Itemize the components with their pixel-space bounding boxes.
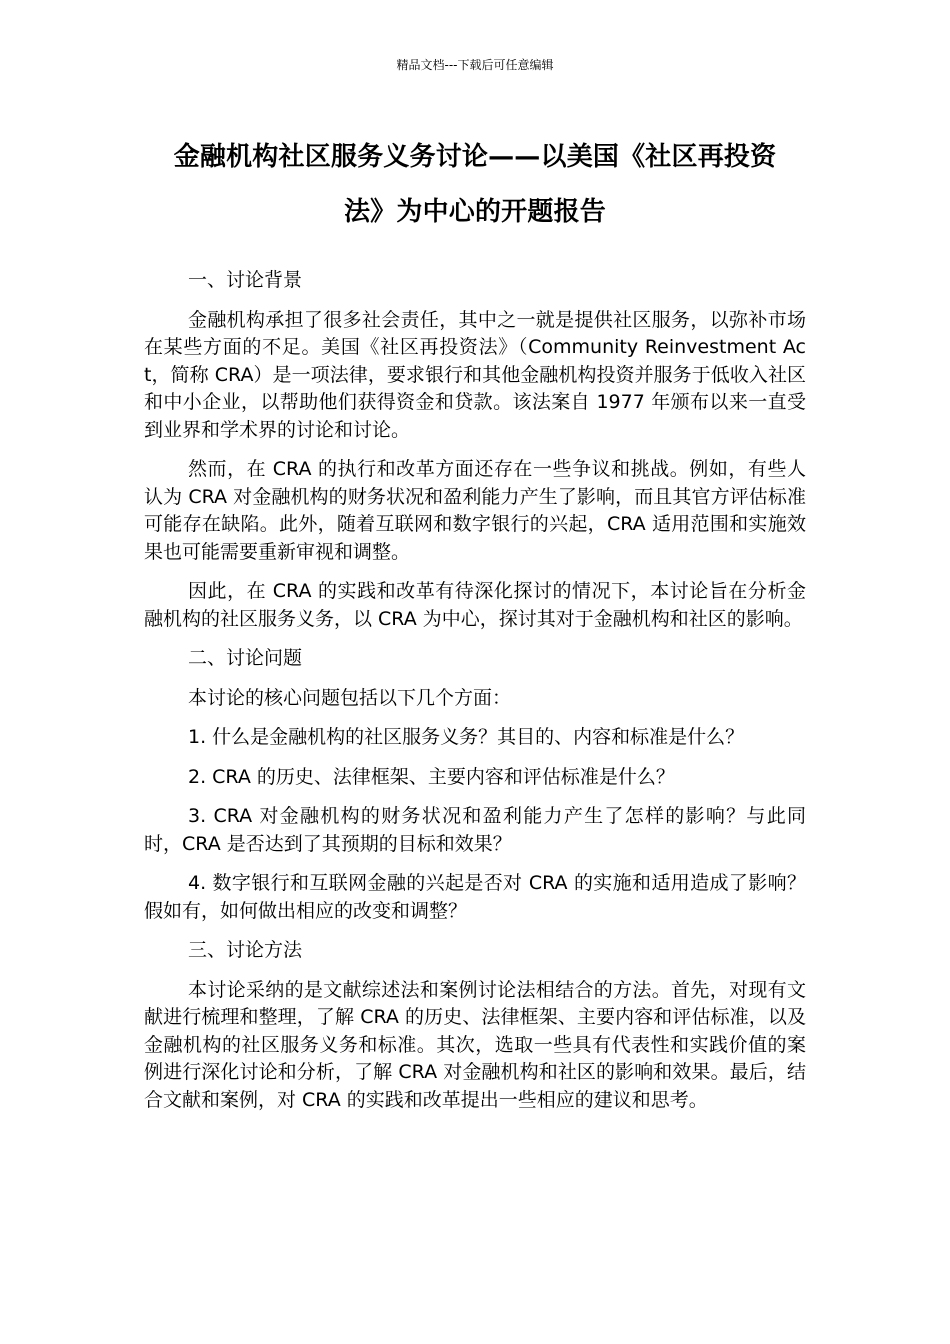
question-item: 2. CRA 的历史、法律框架、主要内容和评估标准是什么？	[188, 765, 675, 788]
question-item: 1. 什么是金融机构的社区服务义务？其目的、内容和标准是什么？	[188, 726, 745, 748]
paragraph: 金融机构承担了很多社会责任，其中之一就是提供社区服务，以弥补市场在某些方面的不足。美国《社区再投资法》（Community Reinvestment Act，简称 CRA）是一项法律，要求银行和其他金融机构投资并服务于低收入社区和中小企业，以帮助他们获得资金和贷款。该法案自 1977 年颁布以来一直受到业界和学术界的讨论和讨论。	[144, 308, 806, 441]
paragraph: 本讨论的核心问题包括以下几个方面：	[188, 686, 512, 709]
section-heading-methods: 三、讨论方法	[188, 939, 303, 961]
paragraph: 因此，在 CRA 的实践和改革有待深化探讨的情况下，本讨论旨在分析金融机构的社区服务义务，以 CRA 为中心，探讨其对于金融机构和社区的影响。	[144, 580, 806, 630]
question-item: 4. 数字银行和互联网金融的兴起是否对 CRA 的实施和适用造成了影响？假如有，如何做出相应的改变和调整？	[144, 872, 806, 922]
section-heading-questions: 二、讨论问题	[188, 647, 303, 669]
title-line-2: 法》为中心的开题报告	[343, 197, 606, 227]
header-note: 精品文档---下载后可任意编辑	[396, 58, 554, 72]
paragraph: 然而，在 CRA 的执行和改革方面还存在一些争议和挑战。例如，有些人认为 CRA 对金融机构的财务状况和盈利能力产生了影响，而且其官方评估标准可能存在缺陷。此外，随着互联网和数字银行的兴起，CRA 适用范围和实施效果也可能需要重新审视和调整。	[144, 458, 806, 563]
title-line-1: 金融机构社区服务义务讨论——以美国《社区再投资	[173, 142, 777, 172]
section-heading-background: 一、讨论背景	[188, 269, 303, 291]
document-title	[144, 130, 806, 240]
document-body	[144, 267, 806, 1126]
question-item: 3. CRA 对金融机构的财务状况和盈利能力产生了怎样的影响？与此同时，CRA 是否达到了其预期的目标和效果？	[144, 805, 806, 855]
paragraph: 本讨论采纳的是文献综述法和案例讨论法相结合的方法。首先，对现有文献进行梳理和整理，了解 CRA 的历史、法律框架、主要内容和评估标准，以及金融机构的社区服务义务和标准。其次，选取一些具有代表性和实践价值的案例进行深化讨论和分析，了解 CRA 对金融机构和社区的影响和效果。最后，结合文献和案例，对 CRA 的实践和改革提出一些相应的建议和思考。	[144, 978, 806, 1111]
